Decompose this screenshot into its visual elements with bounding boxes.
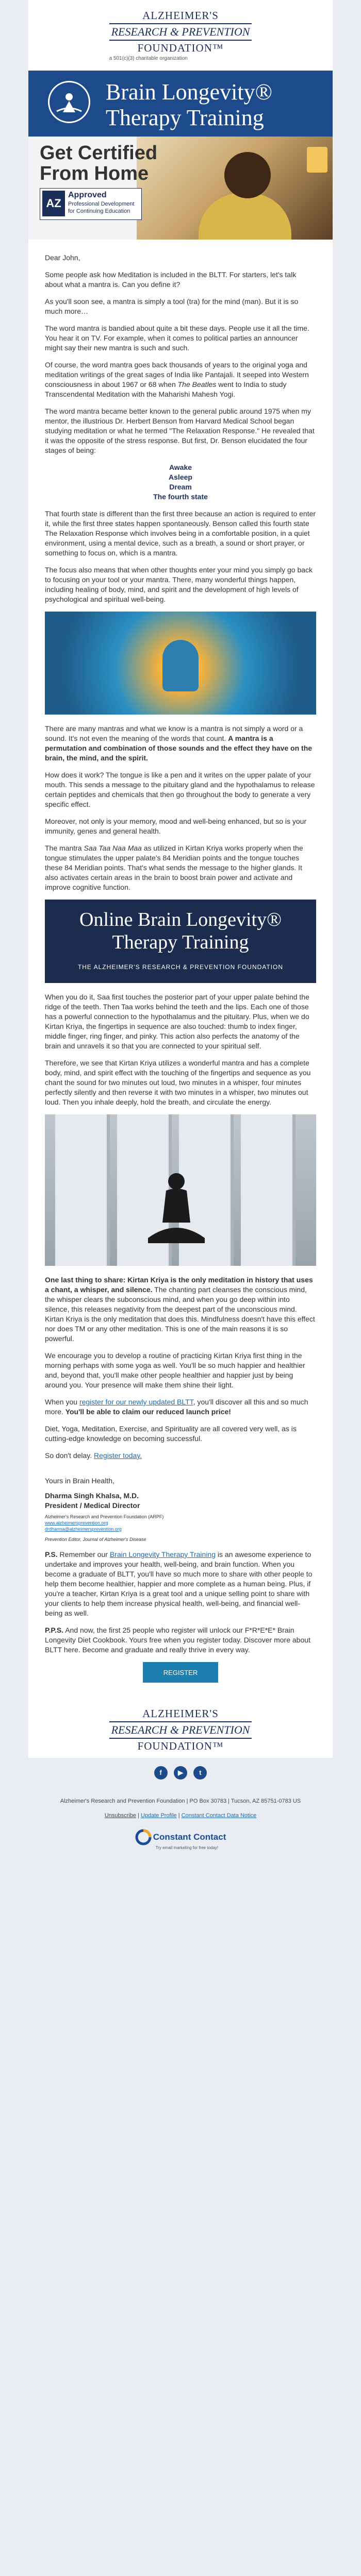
window-pane <box>241 1114 296 1266</box>
p11-part-a: The mantra <box>45 844 84 852</box>
meditating-silhouette-icon <box>138 1166 215 1248</box>
online-training-banner-image[interactable] <box>45 900 316 983</box>
stage-asleep: Asleep <box>169 473 192 481</box>
logo-tagline: a 501(c)(3) charitable organization <box>109 56 188 61</box>
p8-bold: A mantra is a permutation and combination of those sounds and the effect they have on the brain, the mind, and the spirit. <box>45 734 313 762</box>
footer-logo-line3: FOUNDATION™ <box>137 1740 224 1752</box>
org-email-link[interactable]: drdharma@alzheimersprevention.org <box>45 1527 122 1532</box>
footer-logo[interactable] <box>28 1702 333 1758</box>
online-banner-line2: Therapy Training <box>112 931 249 953</box>
p11-italic: Saa Taa Naa Maa <box>84 844 142 852</box>
p8-part-a: There are many mantras and what we know is a mantra is not simply a word or a sound. It's not even the meaning of the words that count. <box>45 724 303 742</box>
p4-italic: The Beatles <box>177 380 217 388</box>
badge-line2: Professional Development <box>68 201 135 207</box>
arpf-logo[interactable] <box>109 9 252 61</box>
editor-line: Prevention Editor, Journal of Alzheimer's Disease <box>45 1537 146 1542</box>
paragraph-17: Diet, Yoga, Meditation, Exercise, and Spirituality are all covered very well, as is cutting-edge knowledge on becoming successful. <box>45 1425 297 1443</box>
badge-line3: for Continuing Education <box>68 208 130 214</box>
pps-label: P.P.S. <box>45 1626 64 1634</box>
p14-bold: One last thing to share: Kirtan Kriya is the only meditation in history that uses a chant, a whisper, and silence. <box>45 1276 313 1294</box>
stage-awake: Awake <box>169 463 192 471</box>
badge-mark: AZ <box>42 191 65 216</box>
register-button[interactable]: REGISTER <box>143 1662 218 1683</box>
paragraph-10: Moreover, not only is your memory, mood and well-being enhanced, but so is your immunity, genes and general health. <box>45 817 307 835</box>
footer-address: Alzheimer's Research and Prevention Foundation | PO Box 30783 | Tucson, AZ 85751-0783 US <box>60 1798 301 1804</box>
signature-block <box>45 1476 316 1543</box>
paragraph-4 <box>45 360 316 399</box>
banner-title-line1: Brain Longevity® <box>106 79 273 105</box>
twitter-icon[interactable]: t <box>193 1766 207 1780</box>
email-body <box>28 240 333 1702</box>
p18-part-a: So don't delay. <box>45 1451 94 1460</box>
header <box>28 0 333 71</box>
p4-part-b: went to India to study Transcendental Meditation with the Maharishi Mahesh Yogi. <box>45 380 287 398</box>
paragraph-2: As you'll soon see, a mantra is simply a tool (tra) for the mind (man). But it is so much more… <box>45 297 299 315</box>
banner-title-line2: Therapy Training <box>106 105 264 130</box>
badge-line1: Approved <box>68 191 107 199</box>
ps-part-a: Remember our <box>57 1550 110 1558</box>
register-today-link[interactable]: Register today. <box>94 1451 142 1460</box>
paragraph-11 <box>45 843 316 892</box>
four-stages-list <box>45 463 316 502</box>
ps-part-b: is an awesome experience to undertake and improves your health, well-being, and brain function. When you become a graduate of BLTT, you'll have so much more to share with other people to help them become healthier, happier and more complete as a human being. Plus, if you're a teacher, Kirtan Kriya is a great tool and a unique selling point to share with your clients to help them increase physical health, well-being, and financial well-being as well. <box>45 1550 313 1617</box>
org-line: Alzheimer's Research and Prevention Foundation (ARPF) <box>45 1514 164 1519</box>
paragraph-8 <box>45 724 316 763</box>
p14-rest: The chanting part cleanses the conscious mind, the whisper clears the subconscious mind, and when you go deep within into silence, this releases negativity from the deepest part of the unconscious mind. Kirtan Kriya is the only meditation that does this. Mindfulness doesn't have this effect nor does TM or any other meditation. This is one of the main reasons it is so powerful. <box>45 1285 315 1343</box>
paragraph-3: The word mantra is bandied about quite a bit these days. People use it all the time. You hear it on TV. For example, when it comes to political parties an announcer might say their new mantra is such and such. <box>45 324 309 352</box>
hero-title <box>40 143 157 184</box>
register-bltt-link[interactable]: register for our newly updated BLTT <box>79 1398 193 1406</box>
ps-paragraph <box>45 1550 316 1618</box>
paragraph-14 <box>45 1275 316 1344</box>
logo-line3: FOUNDATION™ <box>137 42 224 54</box>
footer <box>0 1788 361 1861</box>
person-head-shape <box>224 152 271 198</box>
paragraph-12: When you do it, Saa first touches the posterior part of your upper palate behind the ridge of the teeth. Then Taa works behind the teeth and the lips. Each one of those has a powerful connection to the hypothalamus and the pituitary. Plus, when we do Kirtan Kriya, the fingertips in sequence are also touched: thumb to index finger, middle finger, ring finger, and pinky. This action also perfects the anatomy of the brain and unravels it so that you are connected to your spiritual self. <box>45 993 309 1050</box>
window-meditation-photo <box>45 1114 316 1266</box>
paragraph-16 <box>45 1397 316 1417</box>
online-banner-line3: THE ALZHEIMER'S RESEARCH & PREVENTION FOUNDATION <box>77 963 284 971</box>
lotus-logo-icon <box>48 81 90 123</box>
constant-contact-logo-icon <box>135 1829 152 1845</box>
update-profile-link[interactable]: Update Profile <box>140 1812 177 1819</box>
meditation-glow-image <box>45 612 316 715</box>
paragraph-18 <box>45 1451 316 1461</box>
paragraph-6: That fourth state is different than the first three because an action is required to enter it, while the first three states happen spontaneously. Benson called this fourth state The Relaxation Response which involves being in a comfortable position, in a quiet environment, using a mental device, such as a breath, a sound or short prayer, or something to focus on, which is a mantra. <box>45 510 316 557</box>
unsubscribe-link[interactable]: Unsubscribe <box>104 1812 136 1819</box>
constant-contact-tagline: Try email marketing for free today! <box>155 1845 219 1850</box>
paragraph-13: Therefore, we see that Kirtan Kriya utilizes a wonderful mantra and has a complete body, mind, and spirit effect with the touching of the fingertips and sequence as you chant the sound for two minutes out loud, two minutes in a whisper, four minutes perfectly silently and then reverse it with two minutes in a whisper, two minutes out loud. Then you inhale deeply, hold the breath, and circulate the energy. <box>45 1059 311 1106</box>
p4-part-a: Of course, the word mantra goes back thousands of years to the original yoga and meditation writings of the great sages of India like Pantajali. It seeped into Western consciousness in about 1967 or 68 when <box>45 361 309 388</box>
logo-line1: ALZHEIMER'S <box>142 9 219 22</box>
approved-badge <box>40 188 142 220</box>
paragraph-7: The focus also means that when other thoughts enter your mind you simply go back to focusing on your tool or your mantra. There, many wonderful things happen, including healing of body, mind, and spirit and the development of high levels of psychological and spiritual well-being. <box>45 566 313 603</box>
youtube-icon[interactable]: ▶ <box>174 1766 187 1780</box>
stage-dream: Dream <box>169 483 192 491</box>
hero-title-line1: Get Certified <box>40 142 158 164</box>
data-notice-link[interactable]: Constant Contact Data Notice <box>181 1812 257 1819</box>
signer-title: President / Medical Director <box>45 1501 140 1510</box>
window-pane <box>55 1114 110 1266</box>
paragraph-15: We encourage you to develop a routine of practicing Kirtan Kriya first thing in the morning perhaps with some yoga as well. You'll be so much happier and healthier and, beyond that, you'll make other people healthier and happier just by being around you. Your presence will make them shine their light. <box>45 1351 305 1389</box>
pps-text: And now, the first 25 people who register will unlock our F*R*E*E* Brain Longevity Diet Cookbook. Yours free when you register today. Discover more about BLTT here. Become and graduate and really thrive in every way. <box>45 1626 310 1654</box>
paragraph-1: Some people ask how Meditation is included in the BLTT. For starters, let's talk about what a mantra is. Can you define it? <box>45 270 297 289</box>
title-banner <box>28 71 333 137</box>
stage-fourth: The fourth state <box>153 493 208 501</box>
bltt-link[interactable]: Brain Longevity Therapy Training <box>109 1550 216 1558</box>
paragraph-9: How does it work? The tongue is like a pen and it writes on the upper palate of your mouth. This sends a message to the pituitary gland and the hypothalamus to release certain peptides and chemicals that then go throughout the body to generate a very specific effect. <box>45 771 315 808</box>
ps-label: P.S. <box>45 1550 58 1558</box>
facebook-icon[interactable]: f <box>154 1766 168 1780</box>
online-banner-line1: Online Brain Longevity® <box>79 909 282 930</box>
constant-contact-name: Constant Contact <box>153 1832 226 1842</box>
signer-name: Dharma Singh Khalsa, M.D. <box>45 1492 139 1500</box>
hero-title-line2: From Home <box>40 163 149 184</box>
closing: Yours in Brain Health, <box>45 1477 114 1485</box>
p16-part-a: When you <box>45 1398 79 1406</box>
greeting: Dear John, <box>45 253 80 262</box>
email-container <box>28 0 333 1788</box>
footer-logo-line1: ALZHEIMER'S <box>142 1707 219 1720</box>
p11-part-b: as utilized in Kirtan Kriya works properly when the tongue stimulates the upper palate's 84 Meridian points and the tongue touches these 84 Meridian points. That's what sends the message to the higher glands. It also activates certain areas in the brain to boost brain power and activate and improve cognitive function. <box>45 844 303 891</box>
paragraph-5: The word mantra became better known to the general public around 1975 when my mentor, the illustrious Dr. Herbert Benson from Harvard Medical School began studying meditation or what he termed "The Relaxation Response." He revealed that it was the opposite of the stress response. But first, Dr. Benson elucidated the four stages of being: <box>45 407 315 454</box>
pps-paragraph <box>45 1625 316 1655</box>
social-bar <box>28 1758 333 1788</box>
p16-part-b: , you'll discover all this and so much more. <box>45 1398 308 1416</box>
constant-contact-badge[interactable] <box>0 1829 361 1861</box>
p16-bold: You'll be able to claim our reduced launch price! <box>65 1408 231 1416</box>
org-website-link[interactable]: www.alzheimersprevention.org <box>45 1520 108 1526</box>
hero-section <box>28 137 333 240</box>
logo-line2: RESEARCH & PREVENTION <box>109 23 252 41</box>
footer-links: Unsubscribe | Update Profile | Constant Contact Data Notice <box>104 1812 257 1819</box>
lamp-image <box>307 147 327 173</box>
meditating-figure-shape <box>162 640 199 691</box>
footer-logo-line2: RESEARCH & PREVENTION <box>109 1721 252 1739</box>
